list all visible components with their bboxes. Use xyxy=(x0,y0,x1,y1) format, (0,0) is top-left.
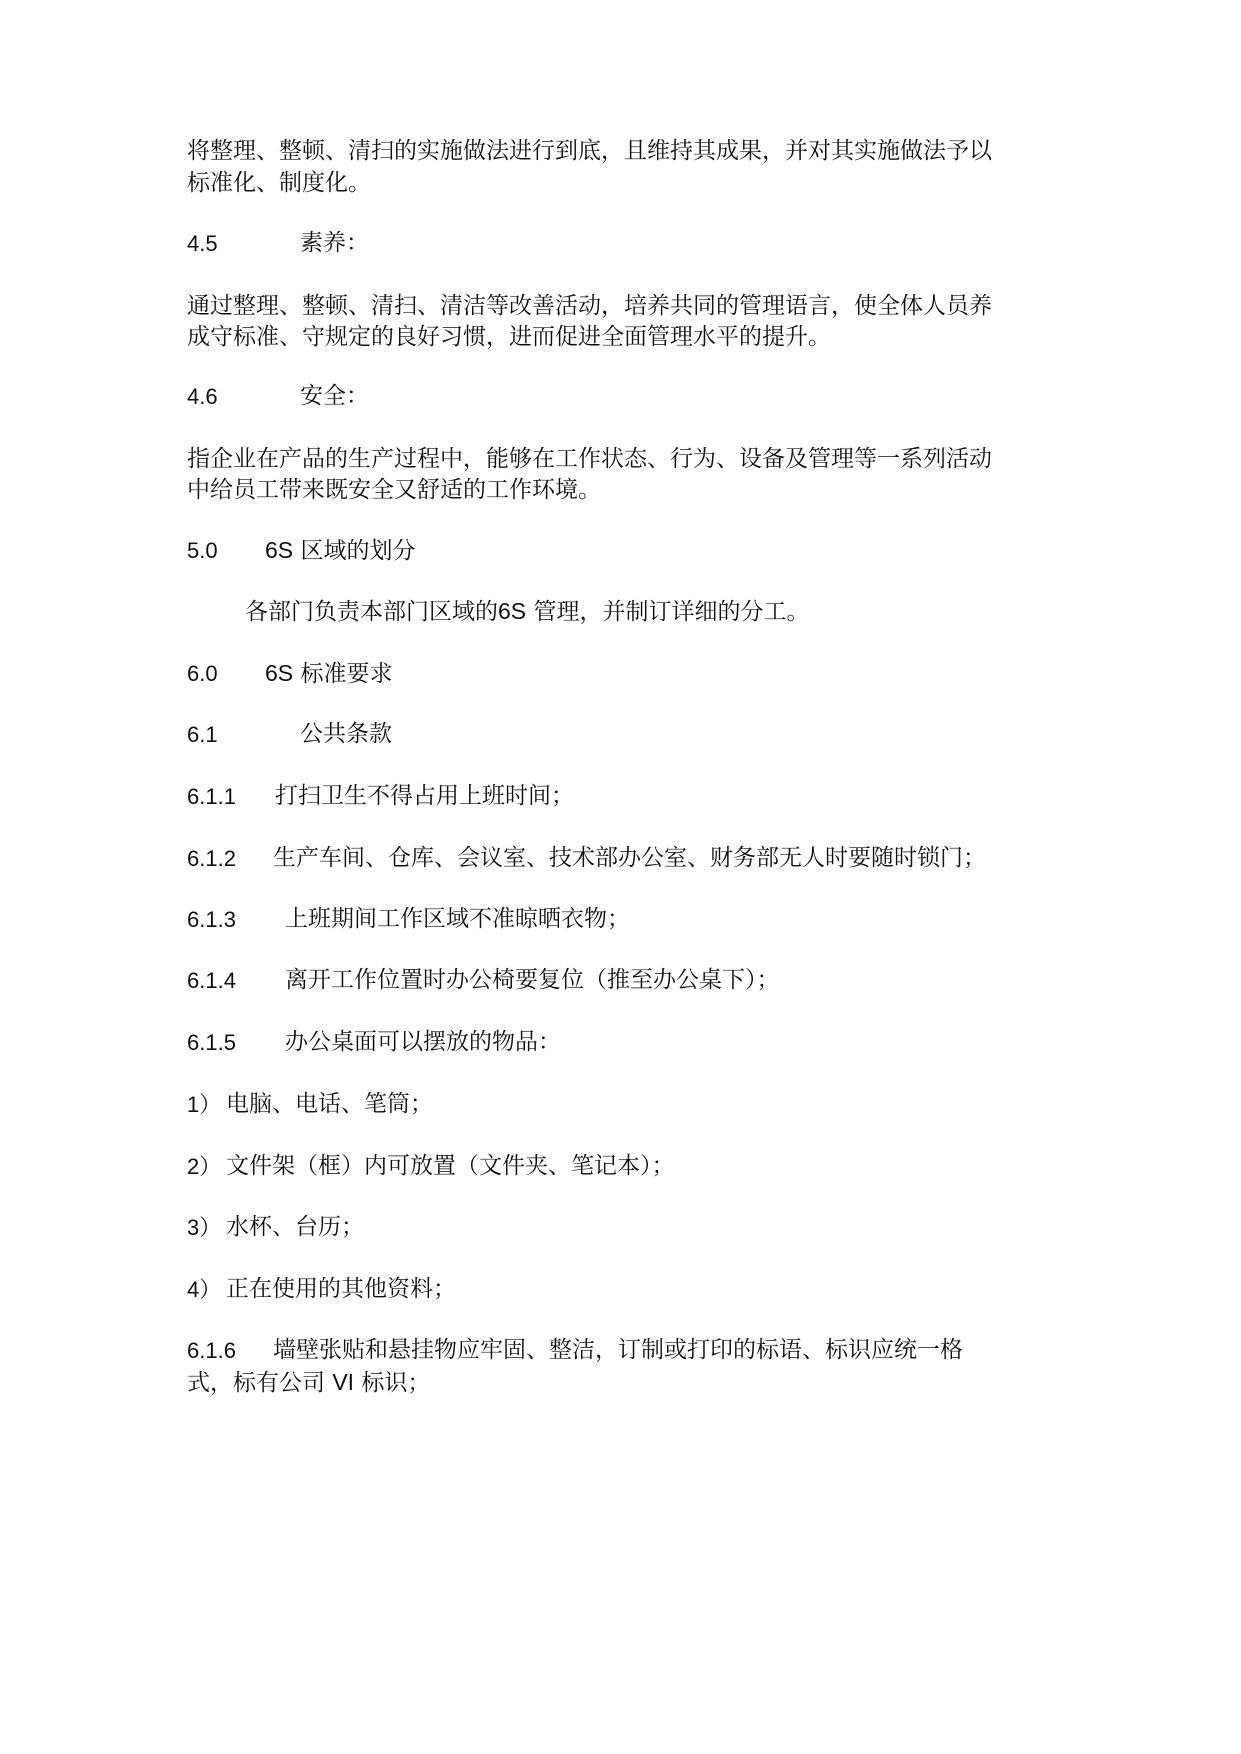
clause-number: 6.1.6 xyxy=(187,1338,236,1363)
clause-text: 墙壁张贴和悬挂物应牢固、整洁，订制或打印的标语、标识应统一格 xyxy=(273,1337,963,1363)
clause-text: 离开工作位置时办公椅要复位（推至办公桌下）； xyxy=(285,967,780,993)
section-number: 6.1 xyxy=(187,722,218,747)
list-item: 电脑、电话、笔筒； xyxy=(226,1091,433,1117)
clause-text: 生产车间、仓库、会议室、技术部办公室、财务部无人时要随时锁门； xyxy=(273,845,986,871)
list-item: 水杯、台历； xyxy=(226,1214,364,1240)
clause-number: 6.1.5 xyxy=(187,1030,236,1055)
list-number: 2） xyxy=(187,1154,222,1179)
clause-number: 6.1.2 xyxy=(187,846,236,871)
clause-number: 6.1.4 xyxy=(187,968,236,993)
paragraph-line: 指企业在产品的生产过程中，能够在工作状态、行为、设备及管理等一系列活动 xyxy=(187,446,992,472)
section-number: 4.5 xyxy=(187,231,218,256)
section-title: 素养： xyxy=(300,230,369,256)
section-title: 安全： xyxy=(300,383,369,409)
list-item: 文件架（框）内可放置（文件夹、笔记本）； xyxy=(226,1153,675,1179)
paragraph-line: 将整理、整顿、清扫的实施做法进行到底，且维持其成果，并对其实施做法予以 xyxy=(187,138,992,164)
paragraph-line: 通过整理、整顿、清扫、清洁等改善活动，培养共同的管理语言，使全体人员养 xyxy=(187,293,992,319)
section-number: 6.0 xyxy=(187,661,218,686)
paragraph-line: 标准化、制度化。 xyxy=(187,170,371,196)
section-number: 5.0 xyxy=(187,538,218,563)
clause-text: 打扫卫生不得占用上班时间； xyxy=(275,783,574,809)
section-title: 6S 标准要求 xyxy=(265,660,393,687)
list-item: 正在使用的其他资料； xyxy=(226,1276,456,1302)
list-number: 4） xyxy=(187,1277,222,1302)
paragraph-line: 成守标准、守规定的良好习惯，进而促进全面管理水平的提升。 xyxy=(187,324,831,350)
paragraph-line: 中给员工带来既安全又舒适的工作环境。 xyxy=(187,477,601,503)
clause-text: 办公桌面可以摆放的物品： xyxy=(285,1029,561,1055)
clause-text: 式，标有公司 VI 标识； xyxy=(187,1369,431,1396)
clause-number: 6.1.1 xyxy=(187,784,236,809)
clause-number: 6.1.3 xyxy=(187,907,236,932)
list-number: 3） xyxy=(187,1215,222,1240)
section-title: 公共条款 xyxy=(300,721,392,747)
section-title: 6S 区域的划分 xyxy=(265,537,416,564)
paragraph-line: 各部门负责本部门区域的6S 管理，并制订详细的分工。 xyxy=(245,598,810,625)
list-number: 1） xyxy=(187,1092,222,1117)
clause-text: 上班期间工作区域不准晾晒衣物； xyxy=(285,906,630,932)
section-number: 4.6 xyxy=(187,384,218,409)
